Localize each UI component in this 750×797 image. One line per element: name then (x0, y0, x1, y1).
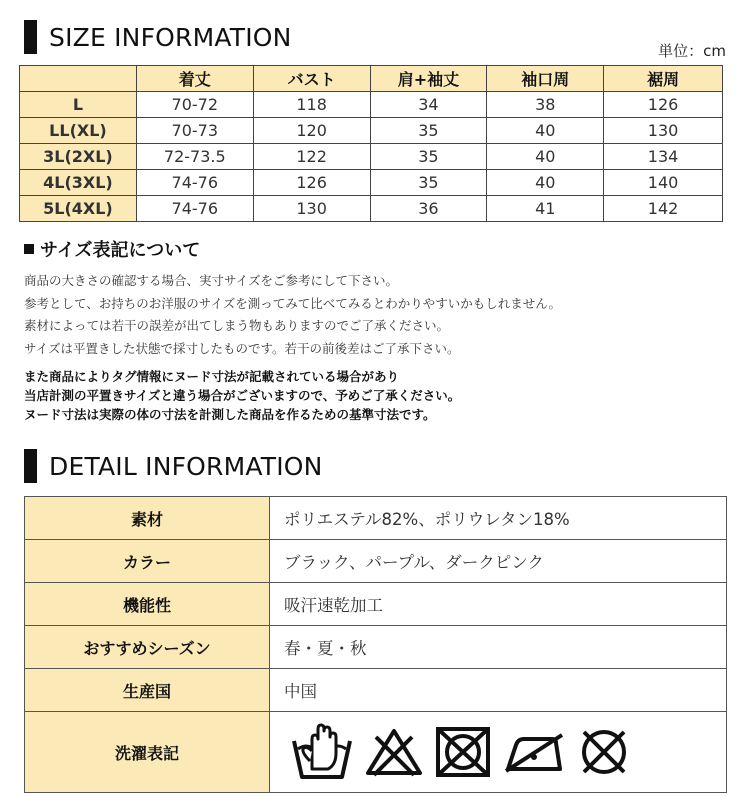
note-bold-line: また商品によりタグ情報にヌード寸法が記載されている場合があり (24, 369, 400, 384)
notes-heading (24, 236, 200, 262)
table-cell: 38 (487, 92, 604, 118)
table-cell: 74-76 (136, 196, 253, 222)
detail-label: カラー (25, 540, 270, 583)
column-header: 着丈 (136, 66, 253, 92)
table-row (20, 144, 723, 170)
table-cell: 70-72 (136, 92, 253, 118)
table-cell: 34 (370, 92, 487, 118)
care-icons-cell (270, 712, 727, 793)
table-cell: 120 (253, 118, 370, 144)
column-header: 裾周 (604, 66, 723, 92)
size-label: 3L(2XL) (20, 144, 137, 170)
table-cell: 40 (487, 118, 604, 144)
table-cell: 134 (604, 144, 723, 170)
size-label: 5L(4XL) (20, 196, 137, 222)
table-cell: 40 (487, 170, 604, 196)
table-cell: 36 (370, 196, 487, 222)
table-row (25, 583, 727, 626)
care-icons (284, 723, 726, 781)
no-tumble-dry-icon (434, 725, 492, 779)
size-label: 4L(3XL) (20, 170, 137, 196)
bullet-square-icon (24, 244, 34, 254)
hand-wash-icon (290, 723, 354, 781)
table-cell: 70-73 (136, 118, 253, 144)
detail-value: 吸汗速乾加工 (270, 583, 727, 626)
detail-value: 中国 (270, 669, 727, 712)
detail-value: 春・夏・秋 (270, 626, 727, 669)
table-cell: 41 (487, 196, 604, 222)
table-cell: 126 (253, 170, 370, 196)
no-dry-clean-icon (576, 725, 632, 779)
section-marker-bar (24, 449, 37, 483)
table-cell: 35 (370, 118, 487, 144)
size-table-corner-cell (20, 66, 137, 92)
column-header: 肩+袖丈 (370, 66, 487, 92)
unit-label: 単位：cm (658, 42, 726, 60)
detail-label: 素材 (25, 497, 270, 540)
note-line: 参考として、お持ちのお洋服のサイズを測ってみて比べてみるとわかりやすいかもしれません。 (24, 295, 562, 311)
size-table-header-row (20, 66, 723, 92)
detail-label: 生産国 (25, 669, 270, 712)
table-row (25, 626, 727, 669)
detail-table (24, 496, 727, 793)
size-label: LL(XL) (20, 118, 137, 144)
table-cell: 74-76 (136, 170, 253, 196)
table-row (20, 92, 723, 118)
table-cell: 72-73.5 (136, 144, 253, 170)
detail-section-title: DETAIL INFORMATION (49, 451, 323, 481)
table-row (20, 170, 723, 196)
table-cell: 140 (604, 170, 723, 196)
note-bold-line: ヌード寸法は実際の体の寸法を計測した商品を作るための基準寸法です。 (24, 407, 436, 422)
table-cell: 130 (604, 118, 723, 144)
table-cell: 35 (370, 144, 487, 170)
table-row (25, 497, 727, 540)
table-row (20, 118, 723, 144)
table-cell: 130 (253, 196, 370, 222)
table-row (20, 196, 723, 222)
detail-label: 機能性 (25, 583, 270, 626)
table-row (25, 669, 727, 712)
table-cell: 35 (370, 170, 487, 196)
note-line: 商品の大きさの確認する場合、実寸サイズをご参考にして下さい。 (24, 273, 399, 288)
notes-emphasis (24, 367, 460, 424)
size-section-header (24, 20, 292, 54)
column-header: 袖口周 (487, 66, 604, 92)
low-iron-icon (502, 727, 566, 777)
table-row (25, 712, 727, 793)
detail-label: おすすめシーズン (25, 626, 270, 669)
table-row (25, 540, 727, 583)
notes-body (24, 270, 561, 360)
detail-label: 洗濯表記 (25, 712, 270, 793)
size-label: L (20, 92, 137, 118)
notes-title: サイズ表記について (40, 240, 201, 261)
no-bleach-icon (364, 727, 424, 777)
size-table (19, 65, 723, 222)
table-cell: 126 (604, 92, 723, 118)
column-header: バスト (253, 66, 370, 92)
note-line: 素材によっては若干の誤差が出てしまう物もありますのでご了承ください。 (24, 318, 450, 333)
table-cell: 40 (487, 144, 604, 170)
detail-value: ポリエステル82%、ポリウレタン18% (270, 497, 727, 540)
detail-section-header (24, 449, 323, 483)
note-bold-line: 当店計測の平置きサイズと違う場合がございますので、予めご了承ください。 (24, 388, 461, 403)
table-cell: 142 (604, 196, 723, 222)
note-line: サイズは平置きした状態で採寸したものです。若干の前後差はご了承下さい。 (24, 340, 460, 356)
table-cell: 122 (253, 144, 370, 170)
section-marker-bar (24, 20, 37, 54)
table-cell: 118 (253, 92, 370, 118)
detail-value: ブラック、パープル、ダークピンク (270, 540, 727, 583)
size-section-title: SIZE INFORMATION (49, 22, 292, 52)
